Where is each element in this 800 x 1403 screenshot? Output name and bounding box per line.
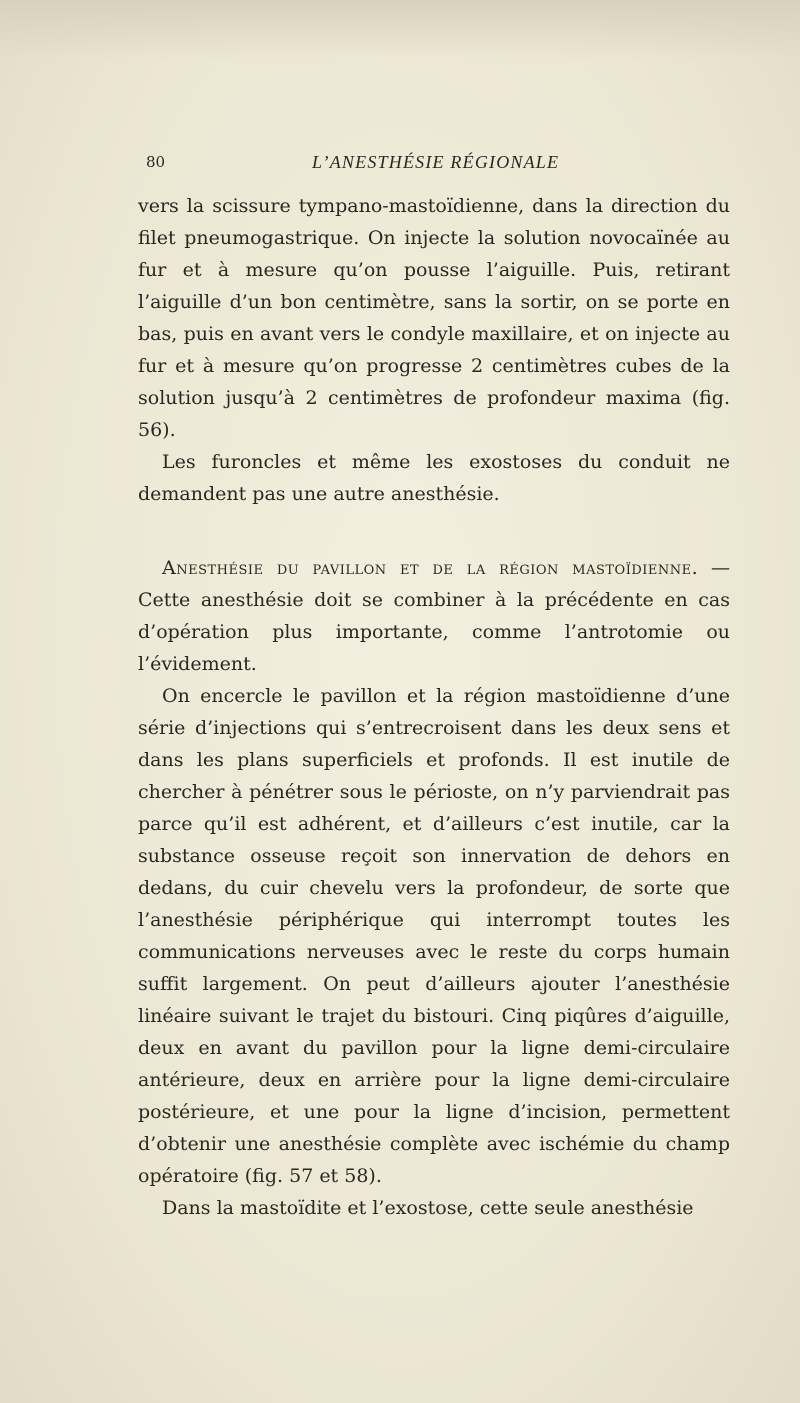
paragraph-furoncles: Les furoncles et même les exostoses du conduit ne demandent pas une autre anesthésie. [138,451,730,505]
section-intro-text: — Cette anesthésie doit se combiner à la précédente en cas d’opération plus importante, comme l’antrotomie ou l’évidement. [138,557,730,675]
paragraph-continued: vers la scissure tympano-mastoïdienne, dans la direction du filet pneumogastrique. On injecte la solution novocaïnée au fur et à mesure qu’on pousse l’aiguille. Puis, retirant l’aiguille d’un bon centimètre, sans la sortir, on se porte en bas, puis en avant vers le condyle maxillaire, et on injecte au fur et à mesure qu’on progresse 2 centimètres cubes de la solution jusqu’à 2 centimètres de profondeur maxima (fig. 56). [138,195,730,441]
running-head [146,150,800,174]
page-number: 80 [146,153,166,171]
body-text [138,190,730,1224]
section-heading: Anesthésie du pavillon et de la région mastoïdienne. [162,557,699,579]
section-spacing [138,510,730,552]
paragraph-technique: On encercle le pavillon et la région mastoïdienne d’une série d’injections qui s’entrecroisent dans les deux sens et dans les plans superficiels et profonds. Il est inutile de chercher à pénétrer sous le périoste, on n’y parviendrait pas parce qu’il est adhérent, et d’ailleurs c’est inutile, car la substance osseuse reçoit son innervation de dehors en dedans, du cuir chevelu vers la profondeur, de sorte que l’anesthésie périphérique qui interrompt toutes les communications nerveuses avec le reste du corps humain suffit largement. On peut d’ailleurs ajouter l’anesthésie linéaire suivant le trajet du bistouri. Cinq piqûres d’aiguille, deux en avant du pavillon pour la ligne demi-circulaire antérieure, deux en arrière pour la ligne demi-circulaire postérieure, et une pour la ligne d’incision, permettent d’obtenir une anesthésie complète avec ischémie du champ opératoire (fig. 57 et 58). [138,685,730,1187]
page-edge-shadow [0,0,800,60]
running-title: L’ANESTHÉSIE RÉGIONALE [312,152,560,172]
paragraph-mastoidite: Dans la mastoïdite et l’exostose, cette seule anesthésie [162,1197,694,1219]
section-paragraph [138,552,730,680]
